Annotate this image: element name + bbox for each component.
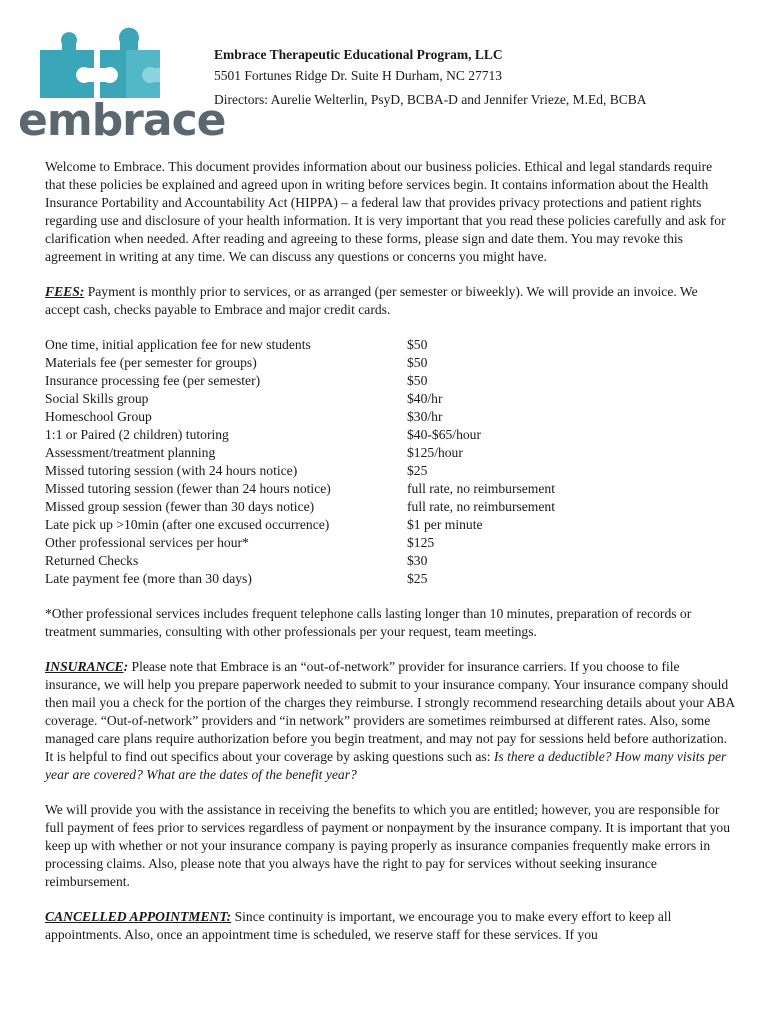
fees-heading: FEES: xyxy=(45,284,85,299)
fee-row xyxy=(45,570,555,588)
puzzle-pieces-icon xyxy=(18,20,213,100)
fees-paragraph xyxy=(45,283,735,319)
logo-wordmark: embrace xyxy=(18,95,226,146)
cancelled-heading: CANCELLED APPOINTMENT: xyxy=(45,909,232,924)
organization-name: Embrace Therapeutic Educational Program, LLC xyxy=(214,47,503,62)
fee-price: $40-$65/hour xyxy=(407,427,482,442)
fee-row xyxy=(45,516,555,534)
insurance-text: Please note that Embrace is an “out-of-network” provider for insurance carriers. If you choose to file insurance, we will help you prepare paperwork needed to submit to your insurance company. Your insurance company should then mail you a check for the portion of the charges they reimburse. I strongly recommend researching details about your ABA coverage. “Out-of-network” providers and “in network” providers are sometimes reimbursed at different rates. Also, some managed care plans require authorization before you begin treatment, and may not pay for sessions held before authorization. It is helpful to find out specifics about your coverage by asking questions such as: xyxy=(45,659,735,764)
fee-service: Social Skills group xyxy=(45,391,149,406)
cancelled-text: Since continuity is important, we encourage you to make every effort to keep all appointments. Also, once an appointment time is scheduled, we reserve staff for these services. If you xyxy=(45,909,672,942)
fee-service: One time, initial application fee for new students xyxy=(45,337,311,352)
fee-row xyxy=(45,480,555,498)
document-body xyxy=(45,158,735,944)
insurance-paragraph-2: We will provide you with the assistance in receiving the benefits to which you are entitled; however, you are responsible for full payment of fees prior to services regardless of payment or nonpayment by the insurance company. It is important that you keep up with whether or not your insurance company is paying properly as insurance companies frequently make errors in processing claims. Also, please note that you always have the right to pay for services without seeking insurance reimbursement. xyxy=(45,802,731,889)
directors-line: Directors: Aurelie Welterlin, PsyD, BCBA-D and Jennifer Vrieze, M.Ed, BCBA xyxy=(214,92,647,107)
fee-price: $50 xyxy=(407,373,428,388)
intro-paragraph: Welcome to Embrace. This document provides information about our business policies. Ethical and legal standards require that these policies be explained and agreed upon in writing before services begin. It contains information about the Health Insurance Portability and Accountability Act (HIPPA) – a federal law that provides privacy protections and patient rights regarding use and disclosure of your health information. It is very important that you read these policies carefully and ask for clarification when needed. After reading and agreeing to these forms, please sign and date them. You may revoke this agreement in writing at any time. We can discuss any questions or concerns you might have. xyxy=(45,159,726,264)
fee-price: full rate, no reimbursement xyxy=(407,481,555,496)
fee-price: $50 xyxy=(407,337,428,352)
fee-service: Missed group session (fewer than 30 days notice) xyxy=(45,499,315,514)
fee-price: $40/hr xyxy=(407,391,443,406)
fee-service: Returned Checks xyxy=(45,553,139,568)
fee-service: Materials fee (per semester for groups) xyxy=(45,355,257,370)
fee-row xyxy=(45,372,555,390)
fee-price: $25 xyxy=(407,463,428,478)
fee-service: Missed tutoring session (fewer than 24 hours notice) xyxy=(45,481,331,496)
fee-row xyxy=(45,498,555,516)
cancelled-paragraph xyxy=(45,908,735,944)
organization-address: 5501 Fortunes Ridge Dr. Suite H Durham, NC 27713 xyxy=(214,68,502,83)
fee-service: Late pick up >10min (after one excused occurrence) xyxy=(45,517,330,532)
fee-row xyxy=(45,336,555,354)
fee-price: $25 xyxy=(407,571,428,586)
fee-row xyxy=(45,534,555,552)
fee-row xyxy=(45,354,555,372)
fees-footnote: *Other professional services includes frequent telephone calls lasting longer than 10 minutes, preparation of records or treatment summaries, consulting with other professionals per your request, team meetings. xyxy=(45,606,692,639)
fee-row xyxy=(45,426,555,444)
fee-row xyxy=(45,552,555,570)
fee-price: $1 per minute xyxy=(407,517,483,532)
fees-table xyxy=(45,336,555,588)
insurance-heading: INSURANCE xyxy=(45,659,124,674)
fee-row xyxy=(45,390,555,408)
fee-price: $125 xyxy=(407,535,435,550)
fee-service: Insurance processing fee (per semester) xyxy=(45,373,261,388)
fee-row xyxy=(45,462,555,480)
fee-price: $30 xyxy=(407,553,428,568)
fee-row xyxy=(45,408,555,426)
fee-price: $50 xyxy=(407,355,428,370)
fee-service: Assessment/treatment planning xyxy=(45,445,216,460)
fee-service: Late payment fee (more than 30 days) xyxy=(45,571,252,586)
fee-price: $30/hr xyxy=(407,409,443,424)
fee-service: 1:1 or Paired (2 children) tutoring xyxy=(45,427,229,442)
fee-price: full rate, no reimbursement xyxy=(407,499,555,514)
fee-price: $125/hour xyxy=(407,445,463,460)
embrace-logo xyxy=(18,20,226,146)
fee-service: Missed tutoring session (with 24 hours notice) xyxy=(45,463,298,478)
fees-text: Payment is monthly prior to services, or as arranged (per semester or biweekly). We will provide an invoice. We accept cash, checks payable to Embrace and major credit cards. xyxy=(45,284,698,317)
fee-service: Other professional services per hour* xyxy=(45,535,249,550)
insurance-questions: Is there a deductible? How many visits per year are covered? What are the dates of the benefit year? xyxy=(45,749,727,782)
letterhead xyxy=(214,44,647,110)
fee-row xyxy=(45,444,555,462)
insurance-paragraph: INSURANCE: Please note that Embrace is an “out-of-network” provider for insurance carriers. If you choose to file insurance, we will help you prepare paperwork needed to submit to your insurance company. Your insurance company should then mail you a check for the portion of the charges they reimburse. I strongly recommend researching details about your ABA coverage. “Out-of-network” providers and “in network” providers are sometimes reimbursed at different rates. Also, some managed care plans require authorization before you begin treatment, and may not pay for sessions held before authorization. It is helpful to find out specifics about your coverage by asking questions such as: Is there a deductible? How many visits per year are covered? What are the dates of the benefit year? xyxy=(45,659,735,782)
fee-service: Homeschool Group xyxy=(45,409,152,424)
